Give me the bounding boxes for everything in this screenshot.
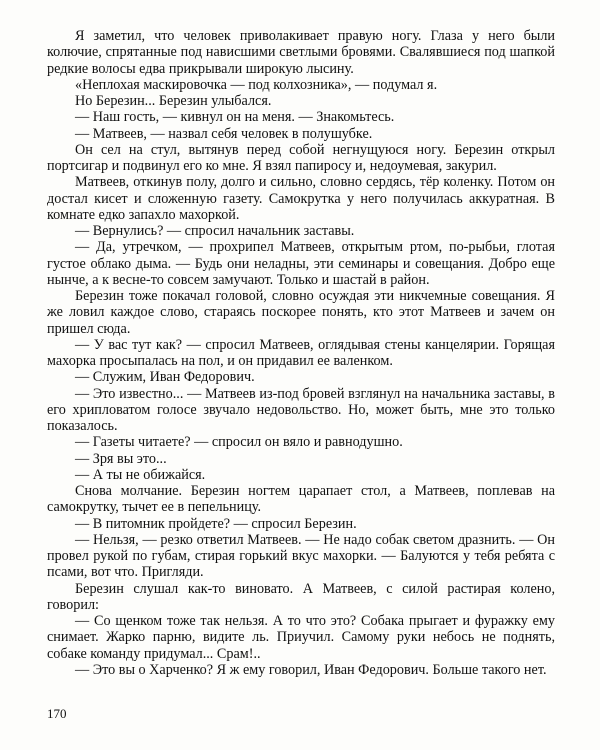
paragraph: — Со щенком тоже так нельзя. А то что это? Собака прыгает и фуражку ему снимает. Жарко парню, видите ль. Приучил. Самому руки небось не поднять, собаке команду придумал... Срам!.. [47,613,555,662]
paragraph: — Это известно... — Матвеев из-под бровей взглянул на начальника заставы, в его хрипловатом голосе звучало недовольство. Но, может быть, мне это только показалось. [47,385,555,434]
paragraph: — Зря вы это... [75,450,167,467]
paragraph: Он сел на стул, вытянув перед собой негнущуюся ногу. Березин открыл портсигар и подвинул его ко мне. Я взял папиросу и, недоумевая, закурил. [47,141,555,174]
paragraph: — Вернулись? — спросил начальник заставы. [75,223,355,239]
paragraph: Но Березин... Березин улыбался. [75,93,272,109]
paragraph: — Наш гость, — кивнул он на меня. — Знакомьтесь. [75,109,395,126]
paragraph: — У вас тут как? — спросил Матвеев, оглядывая стены канцелярии. Горящая махорка просыпалась на пол, и он придавил ее валенком. [47,336,555,369]
paragraph: — А ты не обижайся. [75,466,206,483]
paragraph: — Да, утречком, — прохрипел Матвеев, открытым ртом, по-рыбьи, глотая густое облако дыма. — Будь они неладны, эти семинары и совещания. Добро еще нынче, а к весне-то совсем замучают. Только и шастай в район. [47,239,555,288]
paragraph: — Служим, Иван Федорович. [75,369,255,386]
paragraph: Снова молчание. Березин ногтем царапает стол, а Матвеев, поплевав на самокрутку, тычет ее в пепельницу. [47,483,555,516]
paragraph: Березин слушал как-то виновато. А Матвеев, с силой растирая колено, говорил: [47,580,555,613]
paragraph: Матвеев, откинув полу, долго и сильно, словно сердясь, тёр коленку. Потом он достал кисет и сложенную газету. Самокрутка у него получилась аккуратная. В комнате едко запахло махоркой. [47,174,555,223]
paragraph: — Матвеев, — назвал себя человек в полушубке. [75,125,373,142]
paragraph: Я заметил, что человек приволакивает правую ногу. Глаза у него были колючие, спрятанные под нависшими светлыми бровями. Свалявшиеся под шапкой редкие волосы едва прикрывали широкую лысину. [47,28,555,77]
page-body [47,28,555,678]
paragraph: — Это вы о Харченко? Я ж ему говорил, Иван Федорович. Больше такого нет. [75,661,547,678]
page-number: 170 [47,706,67,721]
paragraph: — Газеты читаете? — спросил он вяло и равнодушно. [75,434,403,451]
paragraph: «Неплохая маскировочка — под колхозника», — подумал я. [75,76,438,93]
paragraph: — В питомник пройдете? — спросил Березин. [75,515,357,532]
paragraph: — Нельзя, — резко ответил Матвеев. — Не надо собак светом дразнить. — Он провел рукой по губам, стирая горький вкус махорки. — Балуются у тебя ребята с псами, вот что. Пригляди. [47,531,555,581]
paragraph: Березин тоже покачал головой, словно осуждая эти никчемные совещания. Я же ловил каждое слово, стараясь поскорее понять, кто этот Матвеев и зачем он пришел сюда. [47,288,555,337]
